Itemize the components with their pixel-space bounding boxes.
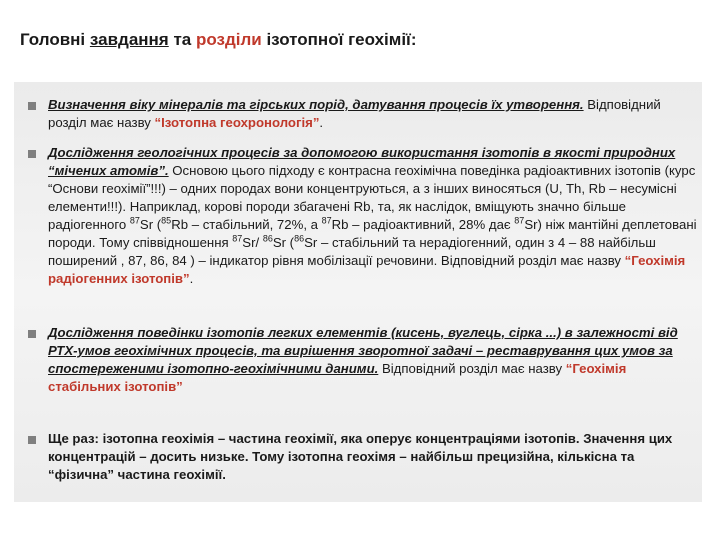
square-bullet-icon xyxy=(28,436,36,444)
list-item-text xyxy=(48,144,698,288)
item-lead: Дослідження поведінки ізотопів легких елементів (кисень, вуглець, сірка ...) в залежності від РТХ-умов геохімічних процесів, та вирішення зворотної задачі – реставрування цих умов за спостереженими ізотопно-геохімічними даними. xyxy=(48,325,678,376)
superscript: 87 xyxy=(514,215,525,226)
item-body: Основою цього підходу є контрасна геохімічна поведінка радіоактивних ізотопів (курс “Основи геохімії”!!!) – одних породах вони концентруються, а з інших виносяться (U, Th, Rb – несумісні елементи!!!). Наприклад, корові породи збагачені Rb, та, як наслідок, вміщують значно більше радіогенного xyxy=(48,163,696,232)
title-part: та xyxy=(168,30,196,49)
list-item-text: Ще раз: ізотопна геохімія – частина геохімії, яка оперує концентраціями ізотопів. Значення цих концентрацій – досить низьке. Тому ізотопна геохімя – найбільш прецизійна, кількісна та “фізична” частина геохімії. xyxy=(48,431,673,482)
superscript: 87 xyxy=(129,215,140,226)
bullet-list xyxy=(14,82,702,502)
item-body: Sr/ xyxy=(242,235,263,250)
page-title xyxy=(20,30,700,50)
list-item-text xyxy=(48,96,698,132)
item-lead: Дослідження геологічних процесів за допомогою використання ізотопів в якості природних “мічених атомів”. xyxy=(48,145,676,178)
superscript: 86 xyxy=(262,233,273,244)
item-body: Rb – стабільний, 72%, а xyxy=(171,217,322,232)
title-underlined-word: завдання xyxy=(89,30,169,49)
superscript: 86 xyxy=(294,233,305,244)
item-body: Sr) ніж мантійні деплетовані породи. Тому співвідношення xyxy=(48,217,697,250)
item-end: . xyxy=(319,115,324,130)
item-end: . xyxy=(189,271,194,286)
title-red-word: розділи xyxy=(195,30,262,49)
item-body: Відповідний розділ має назву xyxy=(48,97,661,130)
superscript: 87 xyxy=(232,233,243,244)
square-bullet-icon xyxy=(28,102,36,110)
item-body: Sr ( xyxy=(272,235,295,250)
item-body: Sr – стабільний та нерадіогенний, один з 4 – 88 найбільш поширений , 87, 86, 84 ) – індикатор рівня мобілізації речовини. Відповідний розділ має назву xyxy=(48,235,656,268)
item-body: Відповідний розділ має назву xyxy=(378,361,566,376)
title-part: Головні xyxy=(20,30,90,49)
item-lead: Визначення віку мінералів та гірських порід, датування процесів їх утворення. xyxy=(48,97,584,112)
square-bullet-icon xyxy=(28,330,36,338)
item-body: Sr ( xyxy=(139,217,162,232)
item-body: Rb – радіоактивний, 28% дає xyxy=(331,217,515,232)
item-highlight: “Геохімія стабільних ізотопів” xyxy=(48,361,627,394)
item-highlight: “Ізотопна геохронологія” xyxy=(154,115,320,130)
title-part: ізотопної геохімії: xyxy=(261,30,417,49)
item-highlight: “Геохімія радіогенних ізотопів” xyxy=(48,253,686,286)
superscript: 85 xyxy=(161,215,172,226)
superscript: 87 xyxy=(321,215,332,226)
list-item-text xyxy=(48,324,698,396)
square-bullet-icon xyxy=(28,150,36,158)
